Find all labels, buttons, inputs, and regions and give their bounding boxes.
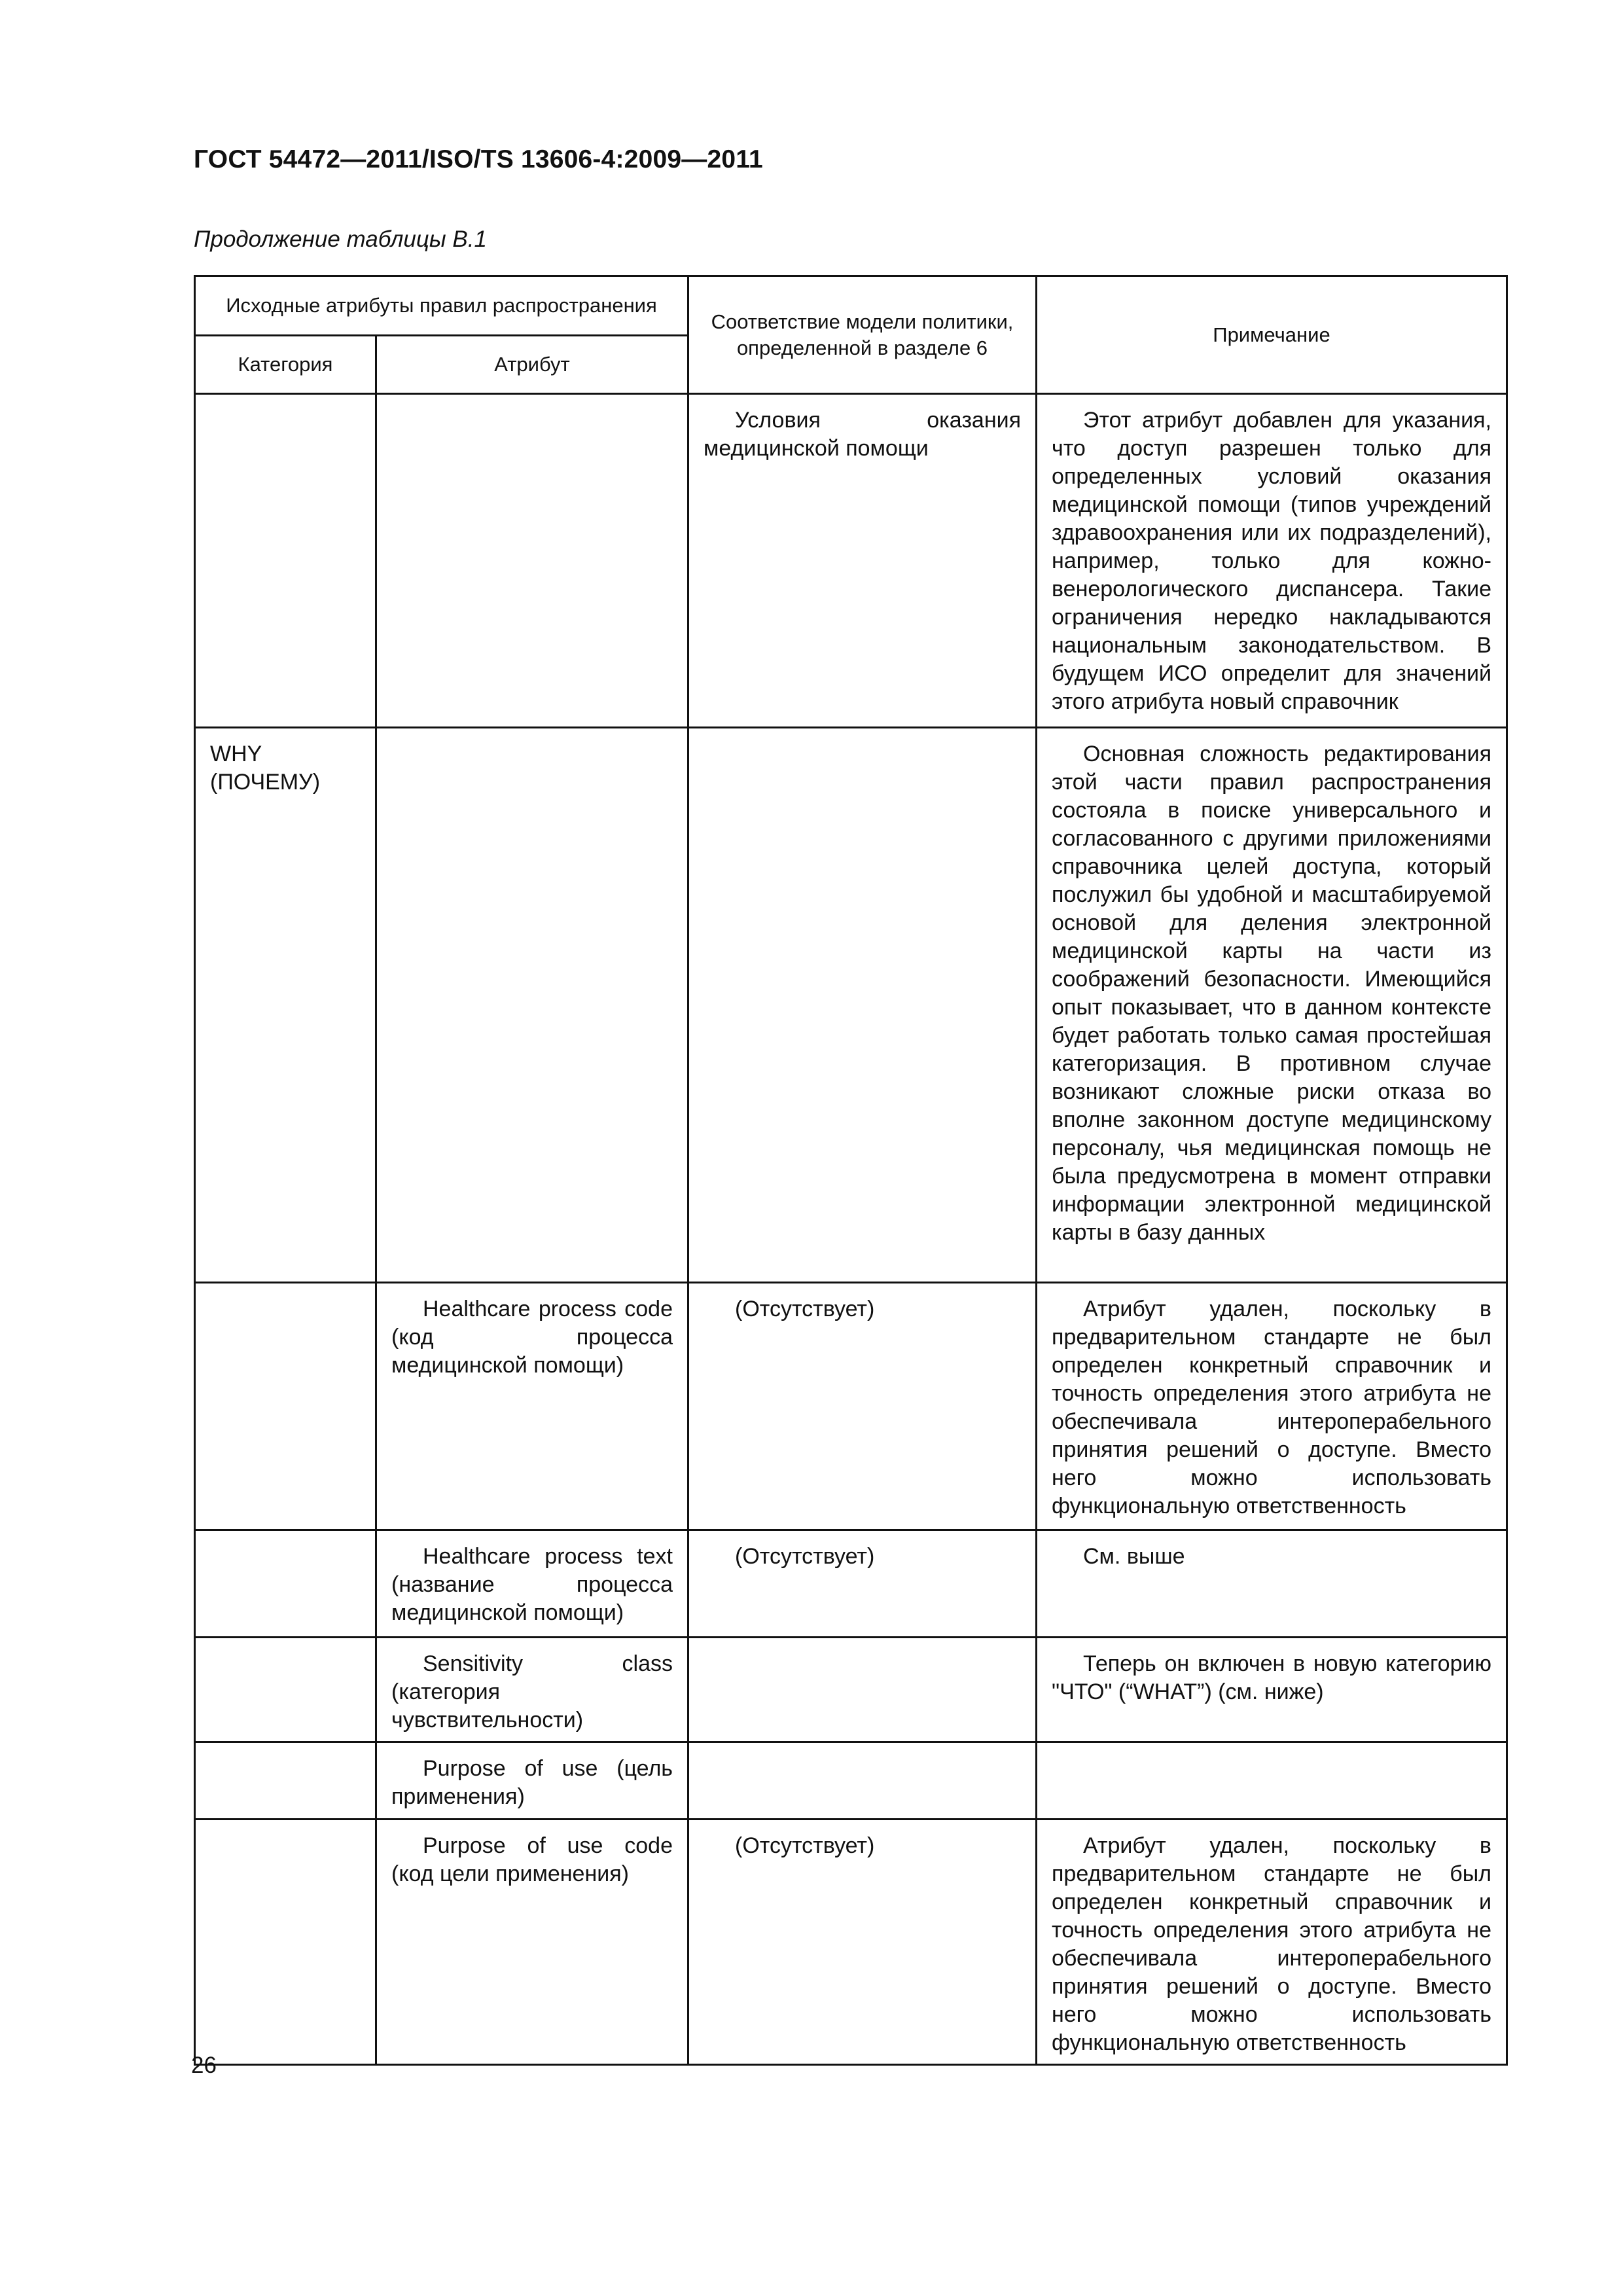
table-caption: Продолжение таблицы В.1 bbox=[194, 226, 487, 252]
cell-note: Атрибут удален, поскольку в предварительном стандарте не был определен конкретный справочник и точность определения этого атрибута не обеспечивала интероперабельного принятия решений о доступе. Вместо него можно использовать функциональную ответственность bbox=[1037, 1283, 1507, 1530]
cell-attribute bbox=[376, 394, 688, 728]
cell-note: Атрибут удален, поскольку в предварительном стандарте не был определен конкретный справочник и точность определения этого атрибута не обеспечивала интероперабельного принятия решений о доступе. Вместо него можно использовать функциональную ответственность bbox=[1037, 1820, 1507, 2065]
header-note: Примечание bbox=[1037, 276, 1507, 394]
cell-note: Основная сложность редактирования этой части правил распространения состояла в поиске универсального и согласованного с другими приложениями справочника целей доступа, который послужил бы удобной и масштабируемой основой для деления электронной медицинской карты на части из соображений безопасности. Имеющийся опыт показывает, что в данном контексте будет работать только самая простейшая категоризация. В противном случае возникают сложные риски отказа во вполне законном доступе медицинскому персоналу, чья медицинская помощь не была предусмотрена в момент отправки информации электронной медицинской карты в базу данных bbox=[1037, 728, 1507, 1283]
table-row bbox=[195, 1820, 1507, 2065]
table-row bbox=[195, 394, 1507, 728]
header-category: Категория bbox=[195, 336, 376, 394]
table-row bbox=[195, 728, 1507, 1283]
cell-category bbox=[195, 1742, 376, 1820]
table-row bbox=[195, 1742, 1507, 1820]
page-number: 26 bbox=[191, 2053, 217, 2078]
cell-correspondence bbox=[688, 1742, 1037, 1820]
cell-correspondence bbox=[688, 728, 1037, 1283]
cell-category bbox=[195, 1530, 376, 1638]
cell-correspondence bbox=[688, 1638, 1037, 1742]
table-row bbox=[195, 1530, 1507, 1638]
cell-attribute: Purpose of use code (код цели применения) bbox=[376, 1820, 688, 2065]
table-header-row bbox=[195, 276, 1507, 336]
cell-attribute: Healthcare process text (название процесса медицинской помощи) bbox=[376, 1530, 688, 1638]
header-correspondence: Соответствие модели политики, определенной в разделе 6 bbox=[688, 276, 1037, 394]
cell-correspondence: (Отсутствует) bbox=[688, 1820, 1037, 2065]
cell-category bbox=[195, 1820, 376, 2065]
header-attribute: Атрибут bbox=[376, 336, 688, 394]
cell-note: Этот атрибут добавлен для указания, что доступ разрешен только для определенных условий оказания медицинской помощи (типов учреждений здравоохранения или их подразделений), например, только для кожно-венерологического диспансера. Такие ограничения нередко накладываются национальным законодательством. В будущем ИСО определит для значений этого атрибута новый справочник bbox=[1037, 394, 1507, 728]
cell-attribute bbox=[376, 728, 688, 1283]
cell-category bbox=[195, 1283, 376, 1530]
cell-attribute: Sensitivity class (категория чувствительности) bbox=[376, 1638, 688, 1742]
cell-correspondence: (Отсутствует) bbox=[688, 1283, 1037, 1530]
cell-category: WHY (ПОЧЕМУ) bbox=[195, 728, 376, 1283]
document-header: ГОСТ 54472—2011/ISO/TS 13606-4:2009—2011 bbox=[194, 145, 763, 173]
cell-correspondence: (Отсутствует) bbox=[688, 1530, 1037, 1638]
cell-note bbox=[1037, 1742, 1507, 1820]
cell-note: Теперь он включен в новую категорию "ЧТО" (“WHAT”) (см. ниже) bbox=[1037, 1638, 1507, 1742]
table-row bbox=[195, 1283, 1507, 1530]
cell-correspondence: Условия оказания медицинской помощи bbox=[688, 394, 1037, 728]
cell-attribute: Healthcare process code (код процесса медицинской помощи) bbox=[376, 1283, 688, 1530]
cell-category bbox=[195, 1638, 376, 1742]
cell-category bbox=[195, 394, 376, 728]
cell-note: См. выше bbox=[1037, 1530, 1507, 1638]
table-row bbox=[195, 1638, 1507, 1742]
cell-attribute: Purpose of use (цель применения) bbox=[376, 1742, 688, 1820]
attributes-table bbox=[194, 275, 1508, 2066]
header-group-source-attributes: Исходные атрибуты правил распространения bbox=[195, 276, 688, 336]
